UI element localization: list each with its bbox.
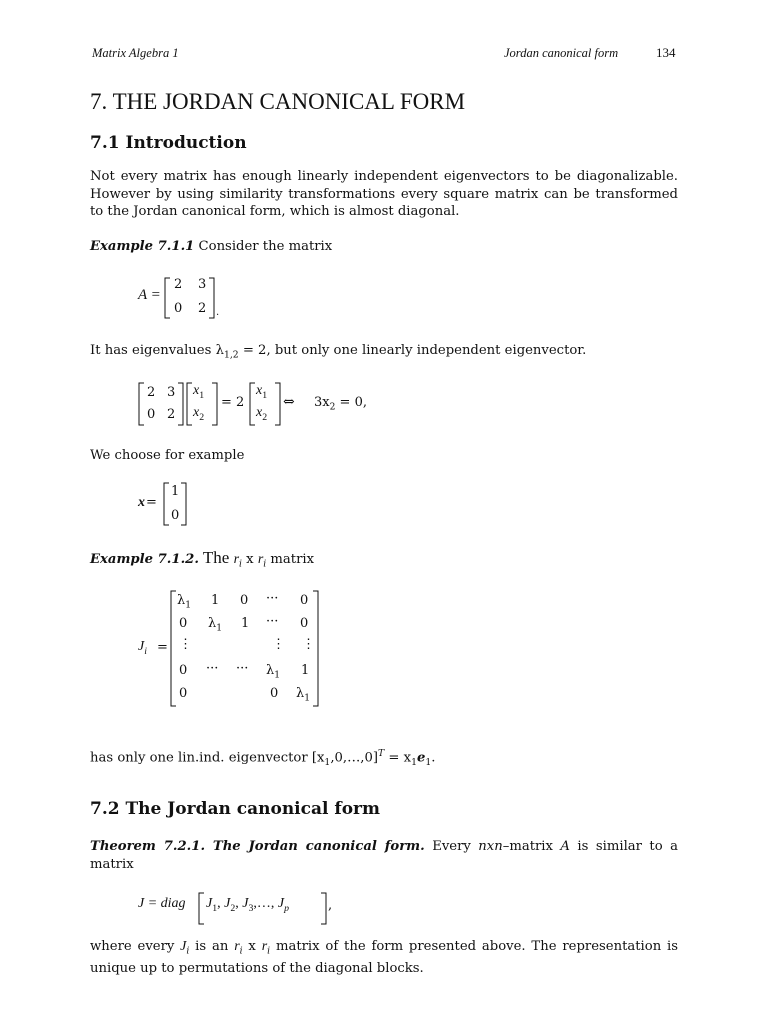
eq-x1 <box>193 383 204 401</box>
where-r2: r <box>261 939 268 954</box>
eq-rhs-x2 <box>256 405 267 423</box>
J-r4-c2: ··· <box>206 661 219 676</box>
where-x: x <box>242 939 262 954</box>
eq-rhs-x2-sub: 2 <box>262 411 268 423</box>
example-text: Consider the matrix <box>194 239 333 254</box>
where-r: r <box>234 939 240 954</box>
eq-x1-sub: 1 <box>199 389 205 401</box>
example-2-label: Example 7.1.2. <box>90 552 199 567</box>
eig-text-1: It has eigenvalues λ <box>90 343 224 358</box>
J-r2-c3: 1 <box>241 616 250 631</box>
matrix-A-11: 2 <box>174 277 183 292</box>
J-r1-c2: 1 <box>211 593 220 608</box>
eq-x2-x: x <box>193 405 200 420</box>
J-r3-c4: ⋮ <box>272 637 285 652</box>
eq-rhs-x1 <box>256 383 267 401</box>
eq-equals-2: = 2 <box>221 395 245 410</box>
theorem-text-3: is similar to a matrix <box>90 839 678 872</box>
where-r2-sub: i <box>267 945 271 957</box>
eq-3x2-sub: 2 <box>329 402 336 413</box>
eq-3x2-text: 3x <box>314 395 330 410</box>
J-label-sub: i <box>144 645 147 657</box>
eq-x2 <box>193 405 204 423</box>
diag-dots: … <box>256 896 271 911</box>
J-r3-c5: ⋮ <box>302 637 315 652</box>
J-r5-c5 <box>296 686 310 704</box>
eigenvector-equation <box>138 383 398 427</box>
eq-rhs-x1-x: x <box>256 383 263 398</box>
theorem-label: Theorem 7.2.1. The Jordan canonical form. <box>90 839 425 854</box>
J-r5-c5-lambda: λ <box>296 686 305 701</box>
J-r1-c5: 0 <box>300 593 309 608</box>
J-r4-c5: 1 <box>301 663 310 678</box>
matrix-A-12: 3 <box>198 277 207 292</box>
where-2: is an <box>189 939 235 954</box>
eq-mat-22: 2 <box>167 407 176 422</box>
running-header-left: Matrix Algebra 1 <box>92 46 179 60</box>
matrix-A <box>138 277 238 325</box>
J-r5-c5-sub: 1 <box>304 693 311 704</box>
x-vector <box>138 483 208 527</box>
matrix-A-22: 2 <box>198 301 207 316</box>
lin-ind-sentence <box>90 745 435 772</box>
eq-mat-11: 2 <box>147 385 156 400</box>
diag-comma-4: , <box>270 896 275 911</box>
x-vector-equals: = <box>146 495 157 510</box>
eq-rhs-x2-x: x <box>256 405 263 420</box>
tail-3: = x <box>384 750 412 766</box>
chapter-title: 7. THE JORDAN CANONICAL FORM <box>90 89 466 114</box>
theorem-A: A <box>560 839 570 854</box>
example-7-1-1 <box>90 238 332 256</box>
example-2-sub-i2: i <box>263 558 267 570</box>
theorem-7-2-1 <box>90 838 678 873</box>
jordan-block-matrix <box>138 590 338 708</box>
tail-end: . <box>431 750 436 766</box>
J-r1-c4: ··· <box>266 591 279 606</box>
J-r2-c2-lambda: λ <box>208 616 217 631</box>
example-label: Example 7.1.1 <box>90 239 195 254</box>
example-7-1-2 <box>90 549 314 573</box>
example-2-the: The <box>198 548 234 567</box>
J-r4-c4 <box>266 663 280 681</box>
example-2-r2: r <box>257 552 264 567</box>
J-r1-c1-lambda: λ <box>177 593 186 608</box>
theorem-text-1: Every <box>424 839 479 854</box>
J-r4-c4-sub: 1 <box>274 670 281 681</box>
section-title-introduction: 7.1 Introduction <box>90 133 247 153</box>
where-3: matrix of the form presented above. The representation is unique up to permutations of the diagonal blocks. <box>90 939 678 977</box>
diag-J1: J <box>206 896 213 911</box>
diag-J2-sub: 2 <box>230 902 236 914</box>
iff-symbol: ⇔ <box>283 394 295 410</box>
eq-3x2-tail: = 0, <box>335 395 367 410</box>
eq-mat-12: 3 <box>167 385 176 400</box>
tail-sub3: 1 <box>425 757 432 769</box>
diag-Jp: J <box>277 896 285 911</box>
J-r2-c4: ··· <box>266 614 279 629</box>
tail-sup: T <box>378 748 385 759</box>
theorem-text-2: –matrix <box>502 839 561 854</box>
running-header-right: Jordan canonical form <box>504 46 619 60</box>
diag-J1-sub: 1 <box>212 902 218 914</box>
where-1: where every <box>90 939 181 954</box>
J-r2-c5: 0 <box>300 616 309 631</box>
matrix-A-brackets <box>138 285 238 325</box>
diag-trailing-comma: , <box>328 898 333 913</box>
eq-x2-sub: 2 <box>199 411 205 423</box>
diag-J2: J <box>224 896 231 911</box>
example-2-matrix-word: matrix <box>266 552 315 567</box>
jordan-diag-equation <box>138 892 358 926</box>
eig-text-2: = 2, but only one linearly independent eigenvector. <box>238 343 587 358</box>
theorem-nxn: nxn <box>478 839 503 854</box>
eigenvalues-sentence <box>90 342 586 364</box>
choose-sentence: We choose for example <box>90 448 245 463</box>
section-title-jordan-form: 7.2 The Jordan canonical form <box>90 799 380 819</box>
svg-text:.: . <box>216 307 220 318</box>
tail-sub2: 1 <box>411 757 417 769</box>
diag-J3-sub: 3 <box>248 902 254 914</box>
example-2-sub-i: i <box>239 558 242 570</box>
diag-args <box>206 896 289 914</box>
where-paragraph <box>90 938 678 978</box>
tail-sub1: 1 <box>324 757 331 769</box>
eq-x1-x: x <box>193 383 200 398</box>
tail-e: e <box>416 750 426 766</box>
J-r4-c4-lambda: λ <box>266 663 275 678</box>
where-J: J <box>180 939 187 954</box>
J-r2-c2 <box>208 616 222 634</box>
J-r2-c2-sub: 1 <box>216 623 223 634</box>
eq-mat-21: 0 <box>147 407 156 422</box>
matrix-A-21: 0 <box>174 301 183 316</box>
J-r4-c1: 0 <box>179 663 188 678</box>
eq-rhs-x1-sub: 1 <box>262 389 268 401</box>
J-diag-label: J = diag <box>138 896 186 911</box>
J-r1-c1 <box>177 593 191 611</box>
diag-comma-2: , <box>235 896 239 911</box>
x-vector-2: 0 <box>171 508 180 523</box>
J-r2-c1: 0 <box>179 616 188 631</box>
example-2-times: x <box>241 552 258 567</box>
tail-2: ,0,…,0] <box>330 750 379 766</box>
J-r1-c3: 0 <box>240 593 249 608</box>
diag-comma-3: , <box>253 896 257 911</box>
where-r-sub: i <box>239 945 243 957</box>
J-label-text: J <box>138 639 145 654</box>
tail-1: has only one lin.ind. eigenvector [x <box>90 750 325 766</box>
intro-paragraph: Not every matrix has enough linearly independent eigenvectors to be diagonalizable. However by using similarity transformations every square matrix can be transformed to the Jordan canonical form, which is almost diagonal. <box>90 169 678 219</box>
J-r1-c1-sub: 1 <box>185 600 192 611</box>
x-vector-label: x <box>138 495 145 510</box>
page-number: 134 <box>656 45 676 60</box>
J-equals: = <box>157 640 168 655</box>
diag-Jp-sub: p <box>284 902 289 914</box>
diag-comma-1: , <box>217 896 221 911</box>
example-2-r: r <box>233 552 240 567</box>
eig-sub: 1,2 <box>223 349 239 361</box>
x-vector-1: 1 <box>171 484 180 499</box>
matrix-A-label: A = <box>138 287 161 303</box>
J-r5-c4: 0 <box>270 686 279 701</box>
where-J-sub: i <box>186 945 190 957</box>
diag-J3: J <box>242 896 249 911</box>
J-r3-c1: ⋮ <box>179 637 192 652</box>
J-r5-c1: 0 <box>179 686 188 701</box>
eq-3x2 <box>314 395 367 413</box>
J-r4-c3: ··· <box>236 661 249 676</box>
